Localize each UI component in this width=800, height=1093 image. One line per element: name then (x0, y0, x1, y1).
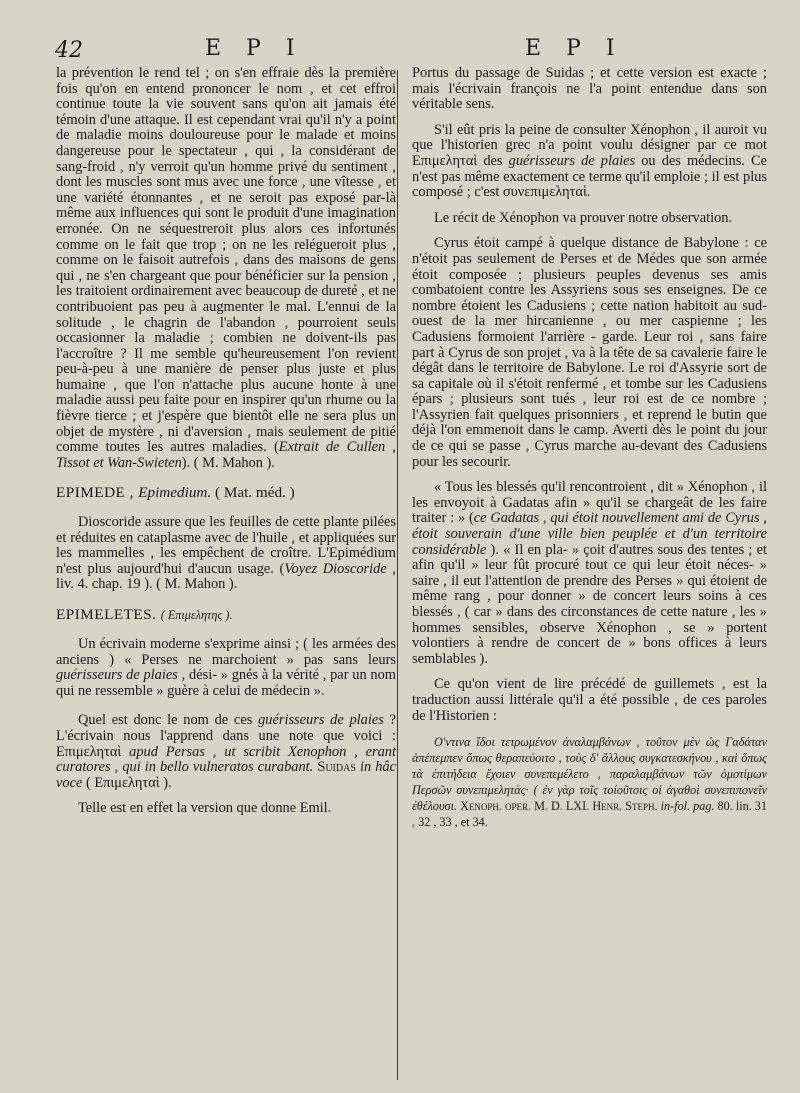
epimeletes-paragraph-3: Telle est en effet la version que donne Emil. (78, 800, 332, 817)
greek-citation: Ο'ντινα ἴδοι τετρωμένον ἀναλαμβάνων , τοῦτον μὲν ὡς Γαδάταν ἀπέπεμπεν ὅπως θεραπεύοιτο , τοὺς δ' ἄλλους συγκατεσκήνου , καὶ ὅπως τὰ ἐπιτήδεια ἕχοιεν συνεπεμέλετο , παραλαμβάνων τῶν ὁμοτίμων Περσῶν συνεπιμελητάς· ( ἐν γὰρ τοῖς τοίοῦτοις οἱ ἀγαθοὶ συνεπιπονεῖν ἐθέλουσι. Xenoph. oper. M. D. LXI. Henr. Steph. in-fol. pag. 80. lin. 31 , 32 , 33 , et 34. (412, 735, 767, 830)
xenophon-paragraph: S'il eût pris la peine de consulter Xénophon , il auroit vu que l'historien grec n'a point voulu désigner par ce mot Επιμεληταὶ des guérisseurs de plaies ou des médecins. Ce n'est pas même exactement ce terme qu'il emploie ; il est plus composé ; c'est συνεπιμεληταὶ. (412, 121, 767, 201)
running-header (55, 36, 772, 66)
epimede-paragraph: Dioscoride assure que les feuilles de cette plante pilées et réduites en cataplasme avec de l'huile , et appliquées sur les mammelles , les empêchent de croître. L'Epimédium n'est plus aujourd'hui d'aucun usage. (Voyez Dioscoride , liv. 4. chap. 19 ). ( M. Mahon ). (56, 514, 396, 593)
right-running-title: E P I (525, 36, 624, 61)
quoted-passage: « Tous les blessés qu'il rencontroient , dit » Xénophon , il les envoyoit à Gadatas afin » qu'il se chargeât de les faire traiter : » (ce Gadatas , qui étoit nouvellement ami de Cyrus , étoit souverain d'une ville bien peuplée et d'un territoire considérable ). « Il en pla- » çoit d'autres sous des tentes ; et afin qu'il » leur fût procuré tout ce qui leur étoit néces- » saire , il eut l'attention de prendre des Perses » qui étoient de même rang , pour donner » de concert leurs soins à ces blessés , ( car » dans des circonstances de cette nature , les » hommes sensibles, observe Xénophon , se » portent volontiers à rendre de concert de » bons offices à leurs semblables ). (412, 479, 767, 667)
epilepsie-continuation: la prévention le rend tel ; on s'en effraie dès la première fois qu'on en entend prononcer le nom , et cet effroi continue toute la vie souvent sans qu'on ait jamais été témoin d'une attaque. Il est cependant vrai qu'il n'y a point de maladie moins douloureuse pour le malade et moins dangereuse pour le spectateur , qui , la considérant de sang-froid , n'y verroit qu'un homme privé du sentiment , dont les muscles sont mus avec une force , une vîtesse , et une variété étonnantes , et ne seroit pas exposé par-là même aux influences qui sont le produit d'une imagination erronée. On ne séquestreroit plus alors ces infortunés comme on le fait que trop ; on ne les relégueroit plus , comme on le faisoit autrefois , dans des maisons de gens qui , ne s'en chargeant que pour bénéficier sur la pension , les traitoient ordinairement avec beaucoup de dureté , et ne contribuoient pas peu à augmenter le mal. L'ennui de la solitude , le chagrin de l'abandon , pourroient seuls occasionner la maladie ; combien ne doivent-ils pas l'accroître ? Il me semble qu'heureusement l'on revient peu-à-peu à une manière de penser plus juste et plus humaine , que l'on n'attache plus aucune honte à une maladie aussi peu faite pour en inspirer qu'un rhume ou la fièvre tierce ; et j'espère que bientôt elle ne sera plus un objet de mystère , ni d'aversion , mais seulement de pitié comme toutes les autres maladies. (Extrait de Cullen , Tissot et Wan-Swieten). ( M. Mahon ). (56, 65, 396, 471)
column-divider (397, 70, 398, 1080)
entry-heading-epimede: EPIMEDE , Epimedium. ( Mat. méd. ) (56, 484, 295, 502)
left-running-title: E P I (205, 36, 304, 61)
entry-heading-epimeletes: EPIMELETES. ( Επιμελητης ). (56, 606, 233, 623)
epimeletes-paragraph-2: Quel est donc le nom de ces guérisseurs de plaies ? L'écrivain nous l'apprend dans une note que voici : Επιμεληταὶ apud Persas , ut scribit Xenophon , erant curatores , qui in bello vulneratos curabant. Suidas in hâc voce ( Επιμεληταὶ ). (56, 712, 397, 791)
epimeletes-paragraph-1: Un écrivain moderne s'exprime ainsi ; ( les armées des anciens ) « Perses ne marchoient » pas sans leurs guérisseurs de plaies , dési- » gnés à la vérité , par un nom qui ne ressemble » guère à celui de médecin ». (56, 636, 397, 699)
portus-paragraph: Portus du passage de Suidas ; et cette version est exacte ; mais l'écrivain françois ne l'a point entendue dans son véritable sens. (412, 65, 767, 113)
cyrus-paragraph: Cyrus étoit campé à quelque distance de Babylone : ce n'étoit pas seulement de Perses et de Médes que son armée étoit composée ; plusieurs peuples devenus ses amis combatoient contre les Assyriens sous ses enseignes. De ce nombre étoient les Cadusiens ; cette nation habitoit au sud-ouest de la mer hircanienne , ou mer caspienne ; les Cadusiens formoient l'arrière - garde. Leur roi , sans faire part à Cyrus de son projet , va à la tête de sa cavalerie faire le dégât dans le territoire de Babylone. Le roi d'Assyrie sort de sa capitale où il s'étoit renfermé , et tombe sur les Cadusiens épars ; plusieurs sont tués , leur roi est de ce nombre ; l'Assyrien fait quelques prisonniers , et reprend le butin que déjà l'on emmenoit dans le camp. Averti dès le point du jour de ce qui se passe , Cyrus marche au-devant des Cadusiens pour les secourir. (412, 235, 767, 470)
translation-note: Ce qu'on vient de lire précédé de guillemets , est la traduction aussi littérale qu'il a été possible , de ces paroles de l'Historien : (412, 676, 767, 724)
left-column (56, 66, 396, 817)
recit-paragraph: Le récit de Xénophon va prouver notre observation. (434, 209, 733, 226)
right-column (412, 66, 767, 830)
page-number: 42 (55, 38, 83, 63)
